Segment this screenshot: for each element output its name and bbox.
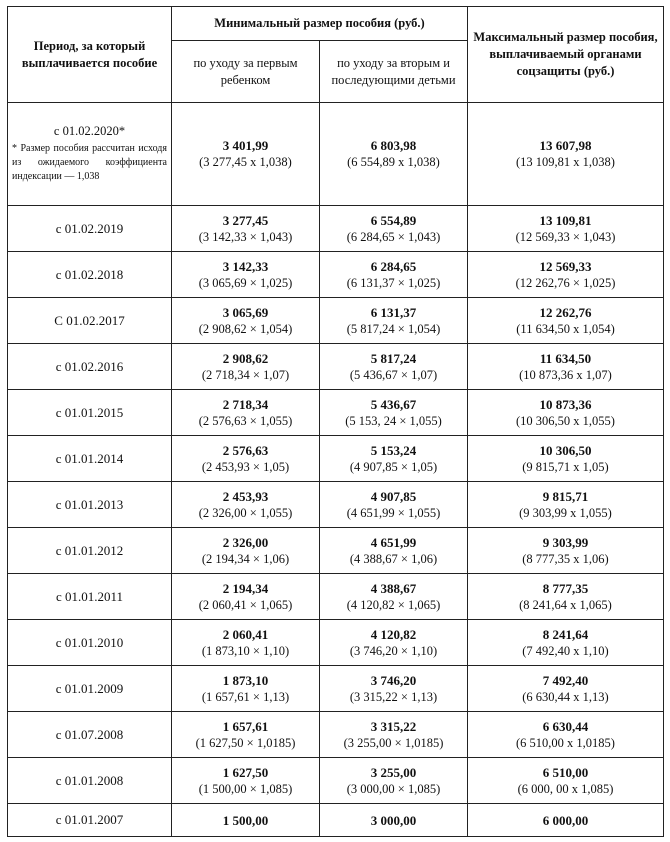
second-child-cell	[320, 206, 468, 252]
max-cell	[468, 206, 664, 252]
amount: 4 120,82	[370, 626, 417, 642]
calculation: (4 907,85 × 1,05)	[349, 459, 438, 474]
calculation: (10 873,36 x 1,07)	[519, 367, 612, 382]
amount: 4 388,67	[370, 580, 417, 596]
amount: 5 436,67	[370, 396, 417, 412]
calculation: (6 284,65 × 1,043)	[346, 229, 441, 244]
period-cell: с 01.02.2019	[8, 206, 172, 252]
max-cell	[468, 482, 664, 528]
calculation: (5 817,24 × 1,054)	[346, 321, 441, 336]
amount: 12 569,33	[539, 258, 592, 274]
calculation: (3 142,33 × 1,043)	[198, 229, 293, 244]
calculation: (2 908,62 × 1,054)	[198, 321, 293, 336]
period-cell: с 01.01.2013	[8, 482, 172, 528]
amount: 11 634,50	[539, 350, 592, 366]
calculation: (3 065,69 × 1,025)	[198, 275, 293, 290]
amount: 6 510,00	[542, 764, 589, 780]
max-cell	[468, 574, 664, 620]
second-child-cell	[320, 344, 468, 390]
amount: 2 908,62	[222, 350, 269, 366]
header-first-child: по уходу за первым ребенком	[172, 41, 320, 103]
calculation: (5 436,67 × 1,07)	[349, 367, 438, 382]
amount: 3 142,33	[222, 258, 269, 274]
period-cell: с 01.01.2012	[8, 528, 172, 574]
first-child-cell	[172, 436, 320, 482]
amount: 6 630,44	[542, 718, 589, 734]
amount: 3 277,45	[222, 212, 269, 228]
period-cell: с 01.01.2010	[8, 620, 172, 666]
period-cell: с 01.01.2015	[8, 390, 172, 436]
amount: 10 306,50	[539, 442, 592, 458]
amount: 2 326,00	[222, 534, 269, 550]
first-child-cell	[172, 390, 320, 436]
second-child-cell	[320, 390, 468, 436]
amount: 8 777,35	[542, 580, 589, 596]
calculation: (6 131,37 × 1,025)	[346, 275, 441, 290]
amount: 12 262,76	[539, 304, 592, 320]
second-child-cell	[320, 758, 468, 804]
amount: 2 718,34	[222, 396, 269, 412]
table-row	[8, 482, 664, 528]
table-row	[8, 620, 664, 666]
max-cell	[468, 528, 664, 574]
amount: 5 817,24	[370, 350, 417, 366]
calculation: (3 255,00 × 1,0185)	[343, 735, 444, 750]
amount: 6 000,00	[542, 812, 589, 828]
calculation: (4 388,67 × 1,06)	[349, 551, 438, 566]
calculation: (3 277,45 x 1,038)	[199, 155, 292, 169]
second-child-cell	[320, 252, 468, 298]
second-child-cell	[320, 666, 468, 712]
first-child-cell	[172, 666, 320, 712]
calculation: (5 153, 24 × 1,055)	[345, 413, 442, 428]
calculation: (1 500,00 × 1,085)	[198, 781, 293, 796]
second-child-cell	[320, 620, 468, 666]
calculation: (8 777,35 x 1,06)	[522, 551, 609, 566]
period-cell	[8, 103, 172, 206]
second-child-cell	[320, 482, 468, 528]
calculation: (8 241,64 x 1,065)	[519, 597, 612, 612]
max-cell	[468, 390, 664, 436]
calculation: (2 060,41 × 1,065)	[198, 597, 293, 612]
first-child-cell	[172, 574, 320, 620]
second-child-cell	[320, 528, 468, 574]
second-child-cell	[320, 804, 468, 837]
amount: 2 453,93	[222, 488, 269, 504]
calculation: (10 306,50 x 1,055)	[516, 413, 615, 428]
period-cell: с 01.01.2014	[8, 436, 172, 482]
footnote-text: * Размер пособия рассчитан исходя из ожидаемого коэффициента индексации — 1,038	[12, 143, 167, 182]
period-cell: с 01.02.2018	[8, 252, 172, 298]
max-cell	[468, 620, 664, 666]
calculation: (6 000, 00 x 1,085)	[517, 781, 614, 796]
amount: 3 746,20	[370, 672, 417, 688]
amount: 1 873,10	[222, 672, 269, 688]
table-row	[8, 758, 664, 804]
first-child-cell	[172, 206, 320, 252]
period-cell: с 01.07.2008	[8, 712, 172, 758]
header-min-group: Минимальный размер пособия (руб.)	[172, 7, 468, 41]
first-child-cell	[172, 103, 320, 206]
first-child-cell	[172, 298, 320, 344]
amount: 4 907,85	[370, 488, 417, 504]
header-second-child: по уходу за вторым и последующими детьми	[320, 41, 468, 103]
amount: 2 576,63	[222, 442, 269, 458]
amount: 3 401,99	[222, 138, 269, 153]
amount: 6 803,98	[370, 138, 417, 153]
amount: 6 284,65	[370, 258, 417, 274]
calculation: (13 109,81 x 1,038)	[516, 155, 615, 169]
period-cell: с 01.02.2016	[8, 344, 172, 390]
period-cell: с 01.01.2009	[8, 666, 172, 712]
table-row	[8, 103, 664, 206]
amount: 1 500,00	[222, 812, 269, 828]
amount: 6 131,37	[370, 304, 417, 320]
table-row	[8, 804, 664, 837]
period-cell: с 01.01.2007	[8, 804, 172, 837]
amount: 3 000,00	[370, 812, 417, 828]
amount: 9 303,99	[542, 534, 589, 550]
max-cell	[468, 252, 664, 298]
table-row	[8, 206, 664, 252]
calculation: (9 303,99 x 1,055)	[519, 505, 612, 520]
amount: 6 554,89	[370, 212, 417, 228]
calculation: (12 569,33 × 1,043)	[515, 229, 616, 244]
table-row	[8, 528, 664, 574]
second-child-cell	[320, 298, 468, 344]
amount: 8 241,64	[542, 626, 589, 642]
calculation: (6 630,44 x 1,13)	[522, 689, 609, 704]
first-child-cell	[172, 344, 320, 390]
benefits-table	[7, 6, 664, 837]
calculation: (9 815,71 x 1,05)	[522, 459, 609, 474]
max-cell	[468, 804, 664, 837]
table-row	[8, 344, 664, 390]
header-max: Максимальный размер пособия, выплачиваемый органами соцзащиты (руб.)	[468, 7, 664, 103]
second-child-cell	[320, 574, 468, 620]
period-cell: с 01.01.2008	[8, 758, 172, 804]
amount: 2 194,34	[222, 580, 269, 596]
max-cell	[468, 298, 664, 344]
table-row	[8, 390, 664, 436]
amount: 7 492,40	[542, 672, 589, 688]
calculation: (1 657,61 × 1,13)	[201, 689, 290, 704]
amount: 1 657,61	[222, 718, 269, 734]
first-child-cell	[172, 804, 320, 837]
amount: 10 873,36	[539, 396, 592, 412]
table-row	[8, 666, 664, 712]
first-child-cell	[172, 528, 320, 574]
calculation: (3 315,22 × 1,13)	[349, 689, 438, 704]
calculation: (2 453,93 × 1,05)	[201, 459, 290, 474]
amount: 9 815,71	[542, 488, 589, 504]
amount: 13 607,98	[539, 138, 592, 153]
calculation: (3 000,00 × 1,085)	[346, 781, 441, 796]
period-label: с 01.02.2020*	[53, 124, 126, 138]
calculation: (11 634,50 x 1,054)	[516, 321, 615, 336]
table-row	[8, 298, 664, 344]
calculation: (4 120,82 × 1,065)	[346, 597, 441, 612]
table-row	[8, 252, 664, 298]
first-child-cell	[172, 620, 320, 666]
table-row	[8, 436, 664, 482]
max-cell	[468, 666, 664, 712]
amount: 5 153,24	[370, 442, 417, 458]
max-cell	[468, 103, 664, 206]
table-row	[8, 712, 664, 758]
second-child-cell	[320, 436, 468, 482]
period-cell: с 01.01.2011	[8, 574, 172, 620]
calculation: (2 718,34 × 1,07)	[201, 367, 290, 382]
calculation: (3 746,20 × 1,10)	[349, 643, 438, 658]
calculation: (1 627,50 × 1,0185)	[195, 735, 296, 750]
calculation: (2 326,00 × 1,055)	[198, 505, 293, 520]
first-child-cell	[172, 712, 320, 758]
max-cell	[468, 758, 664, 804]
amount: 4 651,99	[370, 534, 417, 550]
calculation: (12 262,76 × 1,025)	[515, 275, 616, 290]
max-cell	[468, 712, 664, 758]
calculation: (2 576,63 × 1,055)	[198, 413, 293, 428]
amount: 3 315,22	[370, 718, 417, 734]
amount: 3 065,69	[222, 304, 269, 320]
max-cell	[468, 344, 664, 390]
second-child-cell	[320, 712, 468, 758]
calculation: (7 492,40 x 1,10)	[522, 643, 609, 658]
calculation: (4 651,99 × 1,055)	[346, 505, 441, 520]
header-period: Период, за который выплачивается пособие	[8, 7, 172, 103]
calculation: (2 194,34 × 1,06)	[201, 551, 290, 566]
amount: 1 627,50	[222, 764, 269, 780]
amount: 13 109,81	[539, 212, 592, 228]
calculation: (1 873,10 × 1,10)	[201, 643, 290, 658]
first-child-cell	[172, 482, 320, 528]
amount: 3 255,00	[370, 764, 417, 780]
max-cell	[468, 436, 664, 482]
calculation: (6 510,00 x 1,0185)	[516, 735, 615, 750]
amount: 2 060,41	[222, 626, 269, 642]
first-child-cell	[172, 252, 320, 298]
first-child-cell	[172, 758, 320, 804]
calculation: (6 554,89 x 1,038)	[347, 155, 440, 169]
second-child-cell	[320, 103, 468, 206]
table-row	[8, 574, 664, 620]
period-cell: С 01.02.2017	[8, 298, 172, 344]
